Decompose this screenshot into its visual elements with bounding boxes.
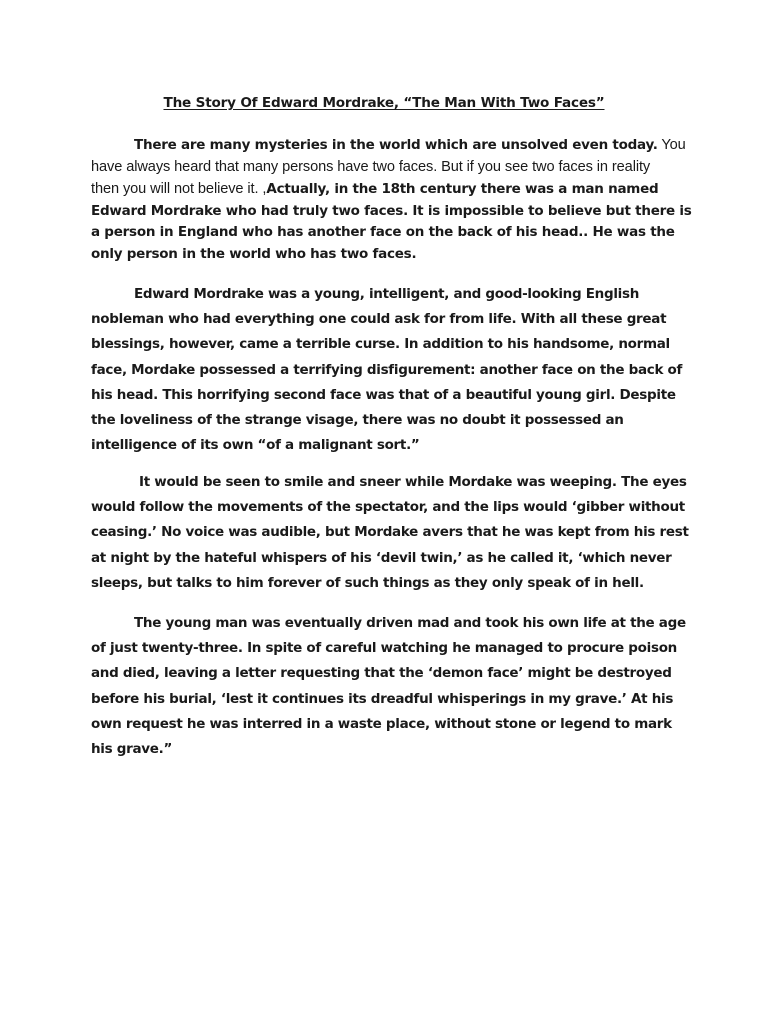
paragraph-line: a person in England who has another face on the back of his head.. He was the bbox=[91, 224, 675, 240]
paragraph-line bbox=[91, 178, 679, 201]
paragraph-line: Edward Mordrake was a young, intelligent, and good-looking English bbox=[134, 286, 640, 302]
paragraph-line: blessings, however, came a terrible curse. In addition to his handsome, normal bbox=[91, 336, 670, 353]
paragraph-description bbox=[91, 282, 683, 458]
paragraph-line: The young man was eventually driven mad and took his own life at the age bbox=[134, 615, 686, 631]
paragraph-line: have always heard that many persons have two faces. But if you see two faces in reality bbox=[91, 158, 651, 175]
paragraph-second-face bbox=[91, 470, 689, 596]
paragraph-line: nobleman who had everything one could ask for from life. With all these great bbox=[91, 311, 667, 328]
paragraph-line: at night by the hateful whispers of his ‘devil twin,’ as he called it, ‘which never bbox=[91, 549, 672, 566]
paragraph-line: his head. This horrifying second face was that of a beautiful young girl. Despite bbox=[91, 386, 676, 403]
paragraph-line: It would be seen to smile and sneer while Mordake was weeping. The eyes bbox=[139, 474, 687, 490]
paragraph-line: only person in the world who has two faces. bbox=[91, 245, 417, 262]
text-run-bold: Actually, in the 18th century there was a man named bbox=[266, 181, 659, 197]
paragraph-line: sleeps, but talks to him forever of such things as they only speak of in hell. bbox=[91, 574, 644, 591]
paragraph-line: intelligence of its own “of a malignant sort.” bbox=[91, 437, 420, 454]
paragraph-intro bbox=[91, 134, 692, 265]
paragraph-line bbox=[91, 134, 686, 157]
text-run-regular: You bbox=[657, 137, 686, 153]
paragraph-line: ceasing.’ No voice was audible, but Mordake avers that he was kept from his rest bbox=[91, 524, 689, 541]
paragraph-line: his grave.” bbox=[91, 741, 173, 758]
paragraph-line: would follow the movements of the spectator, and the lips would ‘gibber without bbox=[91, 499, 685, 516]
paragraph-line: face, Mordake possessed a terrifying disfigurement: another face on the back of bbox=[91, 361, 683, 378]
document-title: The Story Of Edward Mordrake, “The Man With Two Faces” bbox=[163, 95, 605, 111]
text-run-regular: then you will not believe it. , bbox=[91, 181, 267, 197]
paragraph-line: own request he was interred in a waste place, without stone or legend to mark bbox=[91, 715, 672, 732]
paragraph-line: and died, leaving a letter requesting that the ‘demon face’ might be destroyed bbox=[91, 665, 672, 682]
paragraph-line: the loveliness of the strange visage, there was no doubt it possessed an bbox=[91, 412, 624, 429]
paragraph-ending bbox=[91, 611, 686, 762]
paragraph-line: of just twenty-three. In spite of careful watching he managed to procure poison bbox=[91, 640, 677, 657]
text-run-bold: There are many mysteries in the world which are unsolved even today. bbox=[134, 137, 658, 153]
paragraph-line: before his burial, ‘lest it continues its dreadful whisperings in my grave.’ At his bbox=[91, 690, 674, 707]
paragraph-line: Edward Mordrake who had truly two faces. It is impossible to believe but there is bbox=[91, 202, 692, 219]
